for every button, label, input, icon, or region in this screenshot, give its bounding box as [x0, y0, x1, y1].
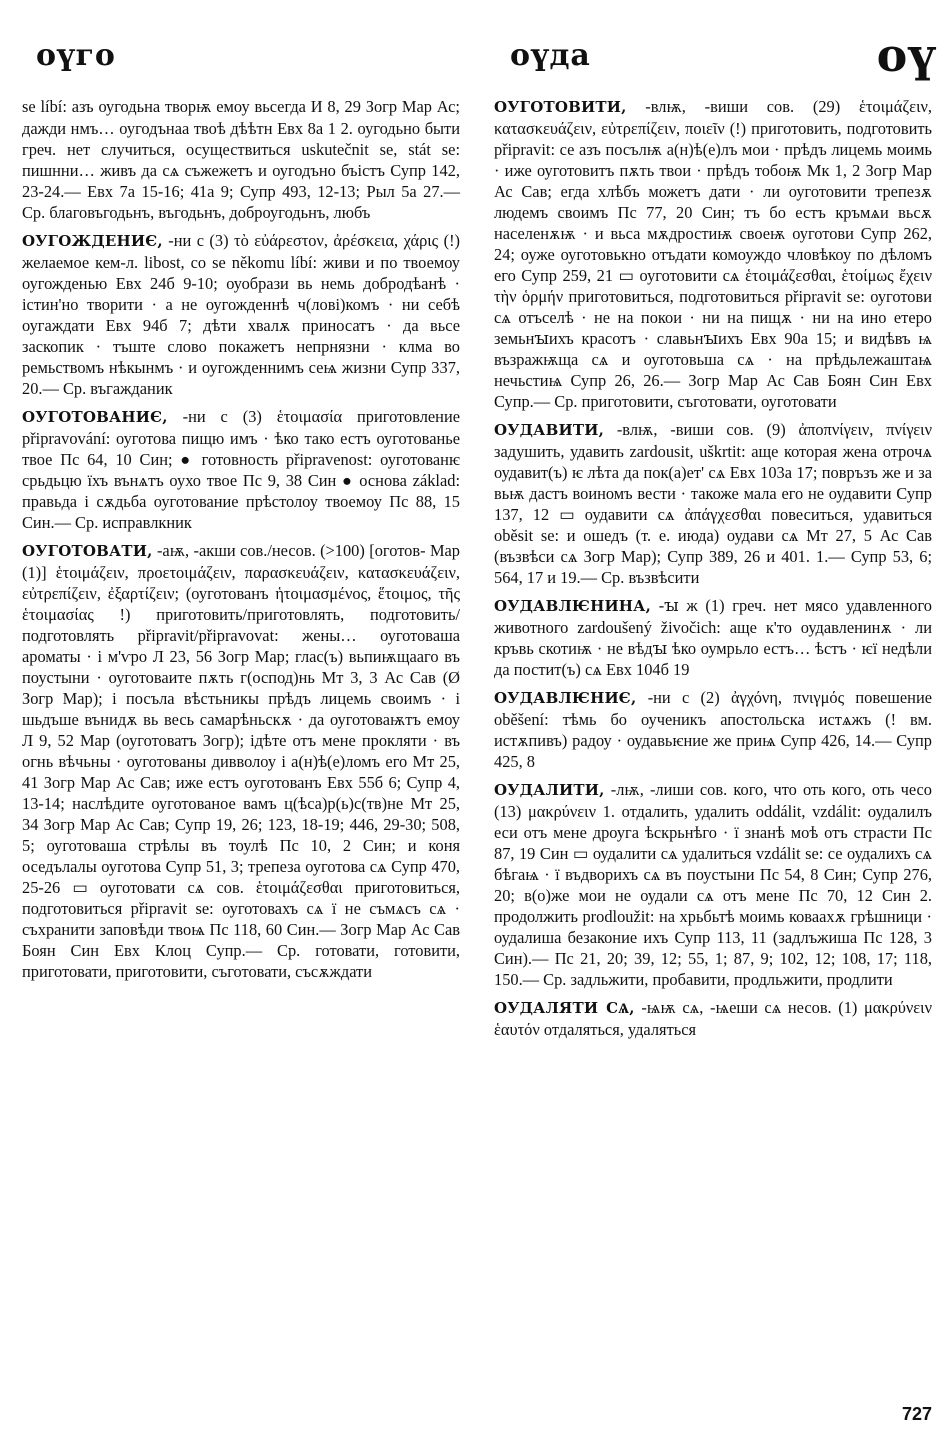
- dictionary-entry: [22, 540, 460, 982]
- dictionary-entry: [494, 997, 932, 1040]
- entry-body: -ꙑ ж (1) греч. нет мясо удавленного животного zardoušený živočich: аще к'то оудавленинѫ · ли кръвь скотиѭ · не вѣдꙑ ѣко оумрьло естъ… ѣстъ · ѥї недѣли да постит(ъ) сѧ Евх 104б 19: [494, 596, 932, 679]
- dictionary-entry: [494, 96, 932, 412]
- entry-headword: ОУДАВИТИ,: [494, 421, 605, 439]
- entry-headword: ОУГОЖДЕНИЄ,: [22, 232, 163, 250]
- entry-body: -лѭ, -лиши сов. кого, что оть кого, оть чесо (13) μακρύνειν 1. отдалить, удалить oddálit, vzdálit: оудалилъ еси отъ мене дроуга ѣскрьнѣго · ї знанѣ моѣ отъ страсти Пс 87, 19 Син ▭ оудалити сѧ удалиться vzdálit se: се оудалихъ сѧ бѣгаѩ · ї въдворихъ сѧ въ поустыни Пс 54, 8 Син; Супр 276, 20; в(о)же мои не оудали сѧ отъ мене Пс 70, 12 Син 2. продолжить prodloužit: на хрьбьтѣ моимь коваахѫ грѣшници · оудалиша безаконие ихъ Супр 113, 11 (задлъжиша Пс 128, 3 Син).— Пс 21, 20; 39, 12; 55, 1; 87, 9; 102, 12; 108, 17; 118, 150.— Ср. задльжити, пробавити, продльжити, продлити: [494, 780, 932, 989]
- dictionary-entry: [494, 779, 932, 990]
- dictionary-entry: [22, 96, 460, 223]
- page-number: 727: [901, 1404, 932, 1424]
- entry-body: -ѩѭ сѧ, -ѩеши сѧ несов. (1) μακρύνειν ἑαυτόν отдаляться, удаляться: [494, 998, 932, 1039]
- entry-headword: ОУГОТОВАТИ,: [22, 542, 153, 560]
- entry-body: -аѭ, -акши сов./несов. (>100) [оготов- Мар (1)] ἑτοιμάζειν, προετοιμάζειν, παρασκευάζειν, κατασκευάζειν, εὐτρεπίζειν, ἐξαρτίζειν; (оуготованъ ἡτοιμασμένος, ἕτοιμος, τῆς ἑτοιμασίας !) приготовить/приготовлять, подготовить/подготовлять připravit/připravovat: жены… оуготоваша ароматы · і м'ѵро Л 23, 56 Зогр Мар; глас(ъ) вьпиѭщааго въ поустыни · оуготоваите пѫть г(оспод)нь Мт 3, 3 Ас Сав (Ø Зогр Мар); і посъла вѣстьникы прѣдъ лицемь своимъ · і шьдъше вънидѫ вь весь самарѣньскѫ · да оуготоваѭтъ емоу Л 9, 52 Мар (оуготоватъ Зогр); ідѣте отъ мене прокляти · въ огнь вѣчьны · оуготованы дивволоу і а(н)ѣ(е)ломъ его Мт 25, 41 Зогр Мар Ас Сав; иже естъ оуготованъ Евх 55б 6; Супр 4, 13-14; наслѣдите оуготованое вамъ ц(ѣса)р(ь)с(тв)не Мт 25, 34 Зогр Мар Ас Сав; Супр 19, 26; 123, 18-19; 446, 29-30; 508, 5; оуготоваша стрѣлы въ тоулѣ Пс 10, 2 Син; и коня оседълалы оуготова Супр 51, 3; трепеза оуготова сѧ Супр 470, 25-26 ▭ оуготовати сѧ сов. ἑτοιμάζεσθαι приготовиться, подготовиться připravit se: оуготовахъ сѧ ї не съмѧсъ сѧ · съхранити заповѣди твоѩ Пс 118, 60 Син.— Зогр Мар Ас Сав Боян Син Евх Клоц Супр.— Ср. готовати, готовити, приготовати, приготовити, съготовати, съсѫждати: [22, 541, 460, 981]
- entry-headword: ОУДАВЛѤНИНА,: [494, 597, 652, 615]
- dictionary-entry: [22, 230, 460, 399]
- running-head-left: оүго: [36, 38, 116, 73]
- entry-headword: ОУДАЛИТИ,: [494, 781, 605, 799]
- entry-headword: ОУДАЛЯТИ СѦ,: [494, 999, 635, 1017]
- right-column: [494, 96, 932, 1047]
- entry-body: -ни с (3) τὸ εὐάρεστον, ἀρέσκεια, χάρις (!) желаемое кем-л. libost, co se někomu líbí: живи и по твоемоу оугожденью Евх 24б 9-10; оуобрази вь немь добродѣанѣ · істин'но творити · а не оугожденнѣ ч(лові)комъ · ни себѣ оугаждати Евх 94б 7; дѣти хвалѫ приносатъ · да вьсе заскопик · тъште слово покажетъ непрнязни · клма во ремьствомъ нѣкынмъ · и оугожденнимъ сеѩ жизни Супр 337, 20.— Ср. въгажданик: [22, 231, 460, 398]
- entry-body: -влѭ, -виши сов. (29) ἑτοιμάζειν, κατασκευάζειν, εὐτρεπίζειν, ποιεῖν (!) приготовить, подготовить připravit: се азъ посълѭ а(н)ѣ(е)лъ мои · прѣдъ лицемь моимь · иже оуготовитъ пѫть твои · прѣдъ тобоѭ Мк 1, 2 Зогр Мар Ас Сав; егда хлѣбъ можетъ дати · ли оуготовити трепезѫ людемъ своимъ Пс 77, 20 Син; тъ бо естъ кръмѧи вьсѫ населенѫѭ · и вьса мѫдростиѭ своеѭ оуготови Супр 262, 24; оуже оуготовькно отъдати комоуждо чловѣкоу по дѣломъ его Супр 259, 21 ▭ оуготовити сѧ ἑτοιμάζεσθαι, ἑτοίμως ἔχειν τὴν ὁρμήν приготовиться, подготовиться připravit se: оуготови сѧ отъселѣ · не на покои · ни на пищѫ · ни на ино етеро земьнꙑихъ красотъ · славьнꙑихъ Евх 90а 15; и видѣвъ ѩ възражѭща сѧ и оуготовьша сѧ · на прѣдьлежаштаѩ нечьстиѩ Супр 26, 26.— Зогр Мар Ас Сав Боян Син Евх Супр.— Ср. приготовити, съготовати, оуготовати: [494, 97, 932, 411]
- running-head-center: оүда: [510, 38, 591, 73]
- dictionary-entry: [22, 406, 460, 533]
- entry-body: se líbí: азъ оугодьна творѭ емоу вьсегда И 8, 29 Зогр Мар Ас; дажди нмъ… оугодънаа твоѣ дѣѣтн Евх 8а 1 2. оугодьно быти греч. нет случиться, осуществиться uskutečnit se, stát se: пишнни… живъ да сѧ съжежетъ и оугодъно бъістъ Супр 142, 23-24.— Евх 7а 15-16; 41а 9; Супр 493, 12-13; Рыл 5а 27.— Ср. благовъгодьнъ, въгодьнъ, доброугодьнъ, любъ: [22, 97, 460, 222]
- running-head-right: оү: [876, 28, 936, 82]
- left-column: [22, 96, 460, 989]
- dictionary-entry: [494, 687, 932, 772]
- entry-headword: ОУДАВЛѤНИЄ,: [494, 689, 637, 707]
- entry-body: -влѭ, -виши сов. (9) ἀποπνίγειν, πνίγειν задушить, удавить zardousit, uškrtit: аще которая жена отрочѧ оудавит(ъ) ѥ лѣта да пок(а)ет' сѧ Евх 103а 17; повръзъ же и за вьѭ дастъ воиномъ вести · такоже мала его не оудавити Супр 137, 12 ▭ оудавити сѧ ἀπάγχεσθαι повеситься, удавиться oběsit se: и ошедъ (т. е. июда) оудави сѧ Мт 27, 5 Ас Сав (възвѣси сѧ Зогр Мар); Супр 389, 26 и 401. 1.— Супр 53, 6; 564, 17 и 19.— Ср. възвѣсити: [494, 420, 932, 587]
- entry-body: -ни с (2) ἀγχόνη, πνιγμός повешение oběšení: тѣмь бо оученикъ апостольска истѧжъ (! вм. истѫпивъ) радоу · оудавьѥние же приѩ Супр 426, 14.— Супр 425, 8: [494, 688, 932, 771]
- dictionary-entry: [494, 419, 932, 588]
- entry-headword: ОУГОТОВАНИЄ,: [22, 408, 168, 426]
- entry-body: -ни с (3) ἑτοιμασία приготовление připravování: оуготова пищю имъ · ѣко тако естъ оуготованье твое Пс 64, 10 Син; ● готовность připravenost: оуготованѥ срьдьцю їхъ вънѧтъ оухо твое Пс 9, 38 Син ● основа základ: правьда і сѫдьба оуготование прѣстолоу твоемоу Пс 88, 15 Син.— Ср. исправлкник: [22, 407, 460, 532]
- dictionary-entry: [494, 595, 932, 680]
- entry-headword: ОУГОТОВИТИ,: [494, 98, 627, 116]
